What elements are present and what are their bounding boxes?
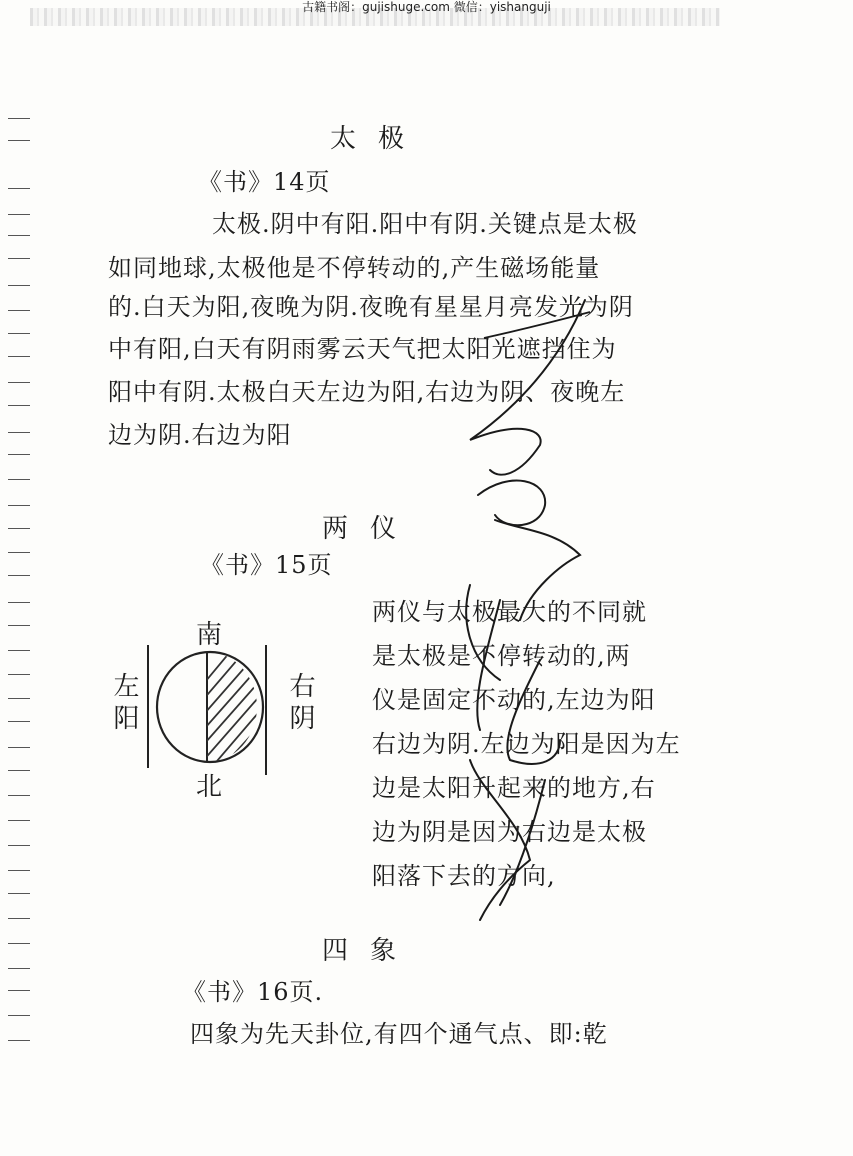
section-title-taiji: 太极 — [330, 124, 427, 154]
taiji-line-6: 边为阴.右边为阳 — [108, 421, 292, 449]
diagram-label-north: 北 — [196, 772, 224, 802]
liangyi-line-3: 仪是固定不动的,左边为阳 — [372, 686, 656, 714]
taiji-line-5: 阳中有阴.太极白天左边为阳,右边为阴、夜晚左 — [108, 378, 626, 406]
liangyi-line-6: 边为阴是因为右边是太极 — [372, 818, 647, 846]
section-title-liangyi: 两仪 — [322, 514, 419, 544]
watermark: 古籍书阁：gujishuge.com 微信：yishanguji — [302, 0, 551, 14]
book-ref-liangyi: 《书》15页 — [200, 551, 333, 579]
book-ref-sixiang: 《书》16页. — [182, 978, 324, 1006]
liangyi-line-1: 两仪与太极最大的不同就 — [372, 598, 647, 626]
liangyi-line-5: 边是太阳升起来的地方,右 — [372, 774, 656, 802]
taiji-line-4: 中有阳,白天有阴雨雾云天气把太阳光遮挡住为 — [108, 335, 617, 363]
liangyi-line-2: 是太极是不停转动的,两 — [372, 642, 631, 670]
taiji-line-3: 的.白天为阳,夜晚为阴.夜晚有星星月亮发光为阴 — [108, 293, 634, 321]
liangyi-line-4: 右边为阴.左边为阳是因为左 — [372, 730, 681, 758]
diagram-label-left-yang: 左阳 — [109, 672, 139, 736]
diagram-label-south: 南 — [196, 620, 224, 650]
section-title-sixiang: 四象 — [322, 936, 419, 966]
sixiang-line-1: 四象为先天卦位,有四个通气点、即:乾 — [190, 1020, 608, 1048]
taiji-line-2: 如同地球,太极他是不停转动的,产生磁场能量 — [108, 254, 601, 282]
diagram-label-right-yin: 右阴 — [285, 672, 315, 736]
book-ref-taiji: 《书》14页 — [198, 168, 331, 196]
liangyi-line-7: 阳落下去的方向, — [372, 862, 556, 890]
taiji-line-1: 太极.阴中有阳.阳中有阴.关键点是太极 — [212, 210, 638, 238]
yin-hatching — [190, 640, 265, 775]
